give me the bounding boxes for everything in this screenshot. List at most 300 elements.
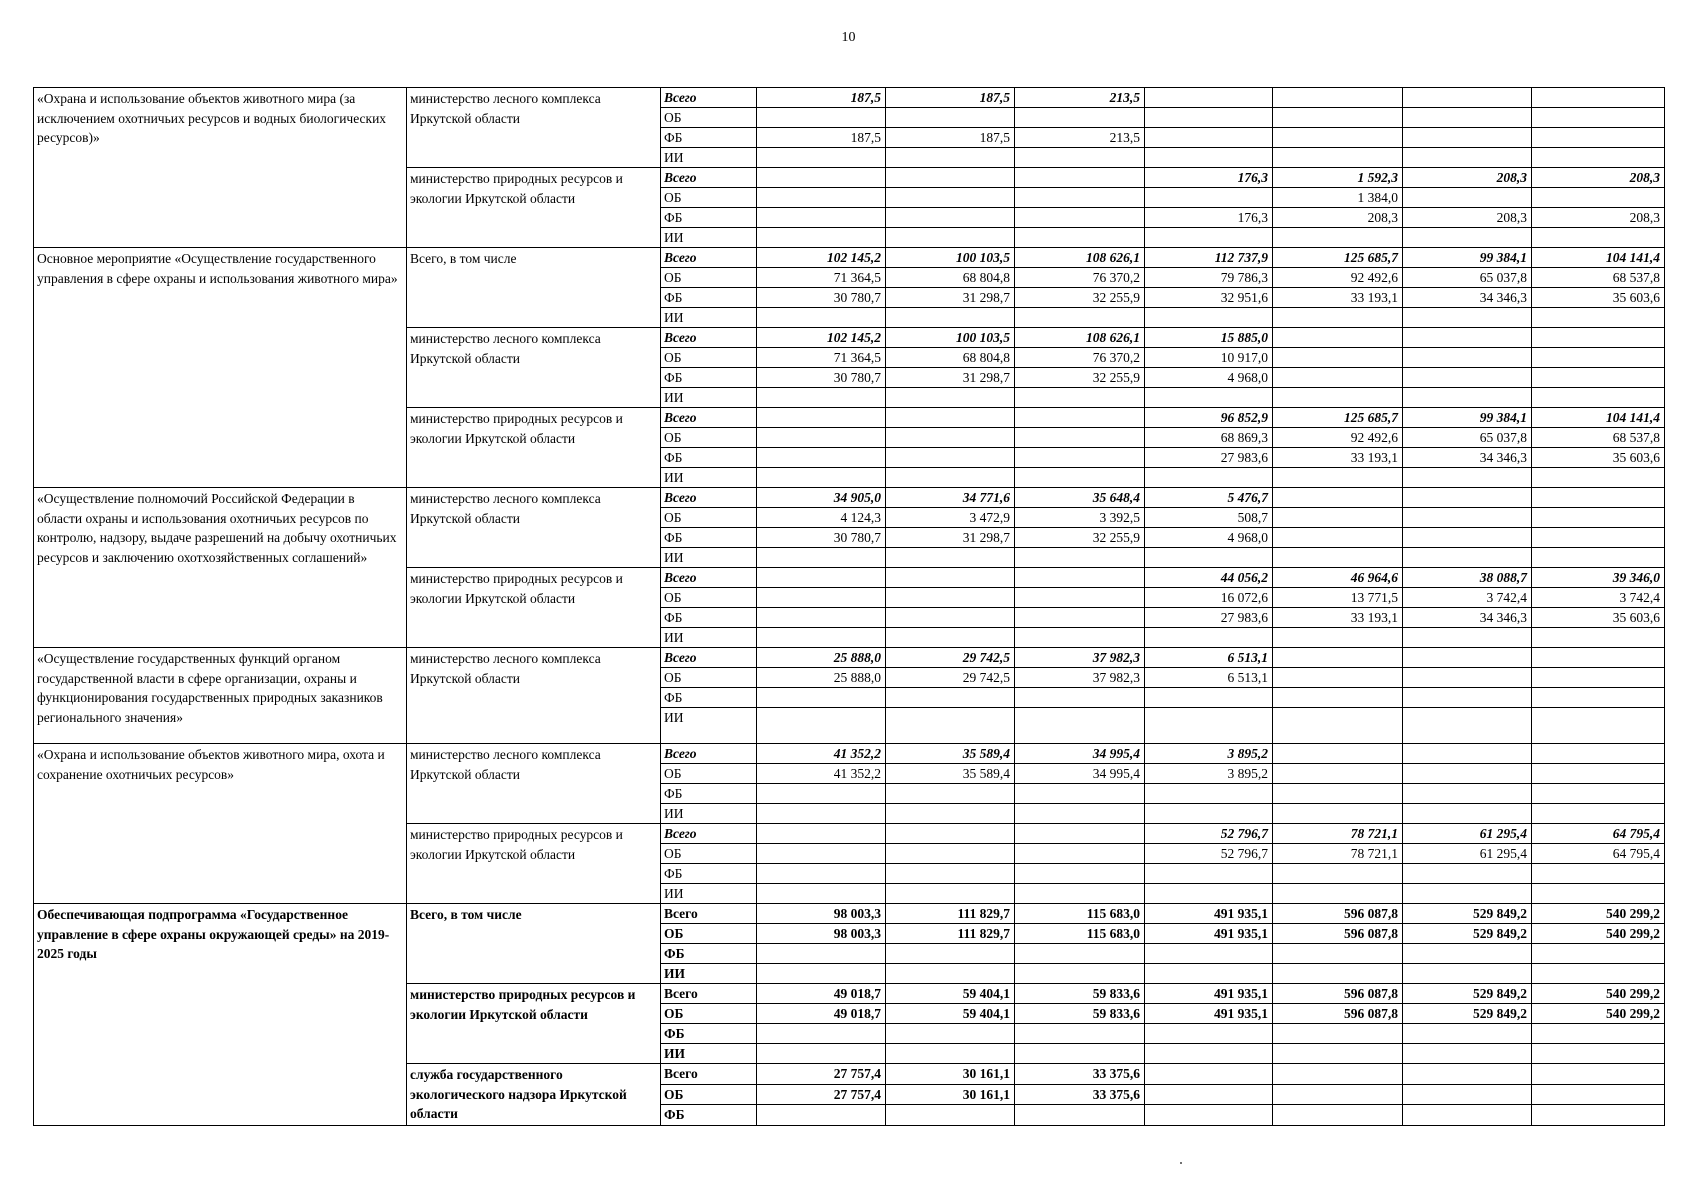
amount-cell bbox=[1145, 1044, 1273, 1064]
amount-cell bbox=[1532, 744, 1665, 764]
amount-cell bbox=[1532, 668, 1665, 688]
amount-cell: 96 852,9 bbox=[1145, 408, 1273, 428]
amount-cell bbox=[757, 884, 886, 904]
executor-name: министерство лесного комплекса Иркутской области bbox=[407, 648, 661, 744]
amount-cell bbox=[886, 688, 1015, 708]
funding-source: ФБ bbox=[661, 128, 757, 148]
amount-cell bbox=[1532, 368, 1665, 388]
amount-cell bbox=[1145, 964, 1273, 984]
amount-cell bbox=[886, 148, 1015, 168]
amount-cell bbox=[886, 548, 1015, 568]
executor-name: служба государственного экологического надзора Иркутской области bbox=[407, 1064, 661, 1126]
amount-cell bbox=[1532, 528, 1665, 548]
amount-cell: 32 255,9 bbox=[1015, 368, 1145, 388]
amount-cell: 596 087,8 bbox=[1273, 984, 1403, 1004]
amount-cell bbox=[1145, 864, 1273, 884]
amount-cell: 65 037,8 bbox=[1403, 268, 1532, 288]
amount-cell bbox=[757, 188, 886, 208]
page-number: 10 bbox=[841, 30, 856, 45]
amount-cell: 10 917,0 bbox=[1145, 348, 1273, 368]
funding-source: Всего bbox=[661, 904, 757, 924]
amount-cell: 34 905,0 bbox=[757, 488, 886, 508]
amount-cell: 108 626,1 bbox=[1015, 328, 1145, 348]
amount-cell bbox=[1015, 188, 1145, 208]
amount-cell: 35 603,6 bbox=[1532, 288, 1665, 308]
amount-cell bbox=[1403, 628, 1532, 648]
executor-name: министерство лесного комплекса Иркутской области bbox=[407, 744, 661, 824]
funding-source: Всего bbox=[661, 248, 757, 268]
funding-source: ОБ bbox=[661, 764, 757, 784]
amount-cell: 68 869,3 bbox=[1145, 428, 1273, 448]
amount-cell bbox=[1015, 964, 1145, 984]
amount-cell: 32 255,9 bbox=[1015, 528, 1145, 548]
funding-source: ОБ bbox=[661, 108, 757, 128]
amount-cell bbox=[757, 608, 886, 628]
amount-cell: 99 384,1 bbox=[1403, 248, 1532, 268]
amount-cell: 100 103,5 bbox=[886, 328, 1015, 348]
amount-cell bbox=[1015, 864, 1145, 884]
amount-cell: 596 087,8 bbox=[1273, 904, 1403, 924]
amount-cell bbox=[1273, 508, 1403, 528]
amount-cell bbox=[1532, 308, 1665, 328]
amount-cell: 208,3 bbox=[1532, 208, 1665, 228]
amount-cell bbox=[1145, 468, 1273, 488]
amount-cell: 65 037,8 bbox=[1403, 428, 1532, 448]
amount-cell bbox=[1403, 128, 1532, 148]
amount-cell bbox=[1273, 668, 1403, 688]
funding-source: ОБ bbox=[661, 348, 757, 368]
amount-cell bbox=[1273, 1064, 1403, 1085]
funding-source: ИИ bbox=[661, 628, 757, 648]
funding-source: Всего bbox=[661, 648, 757, 668]
amount-cell bbox=[1145, 1084, 1273, 1105]
amount-cell bbox=[1273, 368, 1403, 388]
amount-cell bbox=[1145, 804, 1273, 824]
amount-cell bbox=[1403, 708, 1532, 744]
amount-cell: 59 833,6 bbox=[1015, 984, 1145, 1004]
amount-cell bbox=[1403, 688, 1532, 708]
amount-cell bbox=[886, 944, 1015, 964]
amount-cell bbox=[1015, 944, 1145, 964]
amount-cell bbox=[1273, 548, 1403, 568]
executor-name: министерство природных ресурсов и экологии Иркутской области bbox=[407, 168, 661, 248]
executor-name: министерство природных ресурсов и экологии Иркутской области bbox=[407, 568, 661, 648]
amount-cell bbox=[757, 208, 886, 228]
amount-cell bbox=[1015, 468, 1145, 488]
amount-cell bbox=[757, 468, 886, 488]
funding-source: ФБ bbox=[661, 528, 757, 548]
funding-source: ФБ bbox=[661, 448, 757, 468]
amount-cell bbox=[1532, 804, 1665, 824]
amount-cell bbox=[757, 588, 886, 608]
amount-cell: 30 780,7 bbox=[757, 368, 886, 388]
amount-cell bbox=[886, 568, 1015, 588]
amount-cell bbox=[1403, 1105, 1532, 1126]
amount-cell bbox=[1273, 964, 1403, 984]
amount-cell bbox=[1015, 388, 1145, 408]
executor-name: министерство природных ресурсов и экологии Иркутской области bbox=[407, 984, 661, 1064]
amount-cell bbox=[757, 148, 886, 168]
amount-cell: 491 935,1 bbox=[1145, 924, 1273, 944]
amount-cell bbox=[757, 1024, 886, 1044]
amount-cell bbox=[1145, 784, 1273, 804]
amount-cell: 49 018,7 bbox=[757, 984, 886, 1004]
amount-cell bbox=[757, 944, 886, 964]
amount-cell bbox=[1145, 228, 1273, 248]
amount-cell: 68 804,8 bbox=[886, 268, 1015, 288]
amount-cell: 98 003,3 bbox=[757, 904, 886, 924]
amount-cell: 32 951,6 bbox=[1145, 288, 1273, 308]
amount-cell bbox=[1532, 1044, 1665, 1064]
amount-cell: 76 370,2 bbox=[1015, 348, 1145, 368]
amount-cell: 30 161,1 bbox=[886, 1064, 1015, 1085]
amount-cell bbox=[1403, 368, 1532, 388]
amount-cell bbox=[1403, 328, 1532, 348]
amount-cell: 92 492,6 bbox=[1273, 428, 1403, 448]
amount-cell: 6 513,1 bbox=[1145, 648, 1273, 668]
amount-cell bbox=[886, 1024, 1015, 1044]
amount-cell bbox=[1273, 108, 1403, 128]
amount-cell bbox=[1145, 548, 1273, 568]
amount-cell bbox=[886, 408, 1015, 428]
amount-cell bbox=[886, 708, 1015, 744]
amount-cell bbox=[886, 308, 1015, 328]
amount-cell: 64 795,4 bbox=[1532, 824, 1665, 844]
amount-cell: 104 141,4 bbox=[1532, 248, 1665, 268]
amount-cell bbox=[1403, 488, 1532, 508]
table-row bbox=[34, 904, 1665, 924]
amount-cell bbox=[1403, 964, 1532, 984]
table-row bbox=[34, 88, 1665, 108]
amount-cell: 31 298,7 bbox=[886, 288, 1015, 308]
amount-cell: 3 742,4 bbox=[1403, 588, 1532, 608]
amount-cell: 108 626,1 bbox=[1015, 248, 1145, 268]
funding-source: Всего bbox=[661, 88, 757, 108]
amount-cell: 27 757,4 bbox=[757, 1064, 886, 1085]
amount-cell bbox=[1145, 944, 1273, 964]
amount-cell bbox=[1532, 964, 1665, 984]
amount-cell bbox=[1403, 148, 1532, 168]
amount-cell: 68 537,8 bbox=[1532, 268, 1665, 288]
amount-cell: 29 742,5 bbox=[886, 648, 1015, 668]
amount-cell: 76 370,2 bbox=[1015, 268, 1145, 288]
amount-cell: 176,3 bbox=[1145, 168, 1273, 188]
scan-dot bbox=[1180, 1162, 1182, 1164]
amount-cell: 115 683,0 bbox=[1015, 924, 1145, 944]
table-row bbox=[34, 744, 1665, 764]
amount-cell bbox=[1273, 1024, 1403, 1044]
amount-cell bbox=[886, 188, 1015, 208]
amount-cell: 35 648,4 bbox=[1015, 488, 1145, 508]
amount-cell bbox=[1273, 1044, 1403, 1064]
amount-cell bbox=[1273, 688, 1403, 708]
amount-cell: 208,3 bbox=[1273, 208, 1403, 228]
amount-cell: 529 849,2 bbox=[1403, 1004, 1532, 1024]
amount-cell: 71 364,5 bbox=[757, 268, 886, 288]
amount-cell: 491 935,1 bbox=[1145, 984, 1273, 1004]
amount-cell bbox=[757, 228, 886, 248]
amount-cell bbox=[1273, 1084, 1403, 1105]
amount-cell bbox=[1273, 348, 1403, 368]
amount-cell bbox=[1403, 884, 1532, 904]
amount-cell: 32 255,9 bbox=[1015, 288, 1145, 308]
amount-cell bbox=[1015, 688, 1145, 708]
amount-cell bbox=[1532, 1084, 1665, 1105]
executor-name: Всего, в том числе bbox=[407, 248, 661, 328]
amount-cell: 30 780,7 bbox=[757, 528, 886, 548]
amount-cell: 111 829,7 bbox=[886, 924, 1015, 944]
amount-cell bbox=[1273, 388, 1403, 408]
amount-cell bbox=[1403, 944, 1532, 964]
funding-source: Всего bbox=[661, 744, 757, 764]
amount-cell bbox=[886, 864, 1015, 884]
funding-source: ОБ bbox=[661, 588, 757, 608]
amount-cell bbox=[1403, 764, 1532, 784]
amount-cell bbox=[1273, 804, 1403, 824]
funding-source: ФБ bbox=[661, 1105, 757, 1126]
amount-cell bbox=[1532, 348, 1665, 368]
amount-cell bbox=[1273, 944, 1403, 964]
amount-cell bbox=[886, 388, 1015, 408]
funding-source: ОБ bbox=[661, 1084, 757, 1105]
amount-cell bbox=[1532, 488, 1665, 508]
amount-cell: 99 384,1 bbox=[1403, 408, 1532, 428]
amount-cell: 187,5 bbox=[757, 88, 886, 108]
amount-cell bbox=[757, 568, 886, 588]
amount-cell bbox=[1145, 884, 1273, 904]
amount-cell: 540 299,2 bbox=[1532, 904, 1665, 924]
amount-cell bbox=[886, 804, 1015, 824]
amount-cell: 38 088,7 bbox=[1403, 568, 1532, 588]
amount-cell: 208,3 bbox=[1403, 208, 1532, 228]
amount-cell bbox=[1015, 628, 1145, 648]
amount-cell bbox=[757, 844, 886, 864]
amount-cell: 104 141,4 bbox=[1532, 408, 1665, 428]
amount-cell: 34 346,3 bbox=[1403, 288, 1532, 308]
amount-cell bbox=[1145, 88, 1273, 108]
amount-cell bbox=[757, 864, 886, 884]
funding-source: ФБ bbox=[661, 944, 757, 964]
amount-cell: 1 384,0 bbox=[1273, 188, 1403, 208]
amount-cell bbox=[1532, 188, 1665, 208]
amount-cell bbox=[1145, 708, 1273, 744]
amount-cell bbox=[886, 608, 1015, 628]
amount-cell bbox=[1403, 784, 1532, 804]
amount-cell: 208,3 bbox=[1403, 168, 1532, 188]
amount-cell: 100 103,5 bbox=[886, 248, 1015, 268]
amount-cell bbox=[1015, 1105, 1145, 1126]
amount-cell bbox=[1532, 108, 1665, 128]
funding-source: ФБ bbox=[661, 688, 757, 708]
funding-source: ОБ bbox=[661, 188, 757, 208]
amount-cell bbox=[1273, 708, 1403, 744]
amount-cell bbox=[1015, 708, 1145, 744]
funding-source: ФБ bbox=[661, 208, 757, 228]
amount-cell bbox=[1403, 648, 1532, 668]
amount-cell: 16 072,6 bbox=[1145, 588, 1273, 608]
amount-cell bbox=[886, 208, 1015, 228]
amount-cell bbox=[1532, 388, 1665, 408]
amount-cell bbox=[757, 784, 886, 804]
funding-source: ИИ bbox=[661, 708, 757, 744]
amount-cell: 61 295,4 bbox=[1403, 824, 1532, 844]
amount-cell bbox=[1403, 548, 1532, 568]
amount-cell: 34 995,4 bbox=[1015, 744, 1145, 764]
amount-cell bbox=[1273, 648, 1403, 668]
amount-cell bbox=[1532, 784, 1665, 804]
funding-source: Всего bbox=[661, 568, 757, 588]
amount-cell: 52 796,7 bbox=[1145, 824, 1273, 844]
amount-cell bbox=[1403, 668, 1532, 688]
amount-cell bbox=[1145, 1105, 1273, 1126]
amount-cell bbox=[1015, 168, 1145, 188]
amount-cell: 49 018,7 bbox=[757, 1004, 886, 1024]
budget-table bbox=[33, 87, 1665, 1126]
amount-cell bbox=[1403, 1024, 1532, 1044]
amount-cell bbox=[757, 688, 886, 708]
amount-cell: 187,5 bbox=[886, 88, 1015, 108]
amount-cell: 52 796,7 bbox=[1145, 844, 1273, 864]
amount-cell bbox=[1403, 108, 1532, 128]
amount-cell: 125 685,7 bbox=[1273, 248, 1403, 268]
amount-cell bbox=[1532, 864, 1665, 884]
amount-cell: 64 795,4 bbox=[1532, 844, 1665, 864]
amount-cell: 59 833,6 bbox=[1015, 1004, 1145, 1024]
amount-cell: 61 295,4 bbox=[1403, 844, 1532, 864]
funding-source: Всего bbox=[661, 1064, 757, 1085]
amount-cell bbox=[1403, 508, 1532, 528]
funding-source: ИИ bbox=[661, 308, 757, 328]
amount-cell: 35 589,4 bbox=[886, 764, 1015, 784]
amount-cell: 25 888,0 bbox=[757, 668, 886, 688]
amount-cell bbox=[1273, 88, 1403, 108]
amount-cell bbox=[1403, 744, 1532, 764]
amount-cell bbox=[886, 884, 1015, 904]
amount-cell bbox=[886, 844, 1015, 864]
amount-cell: 491 935,1 bbox=[1145, 904, 1273, 924]
amount-cell bbox=[1273, 468, 1403, 488]
amount-cell: 78 721,1 bbox=[1273, 844, 1403, 864]
amount-cell bbox=[757, 1044, 886, 1064]
amount-cell: 176,3 bbox=[1145, 208, 1273, 228]
amount-cell bbox=[1015, 428, 1145, 448]
amount-cell bbox=[1403, 1064, 1532, 1085]
amount-cell bbox=[886, 628, 1015, 648]
amount-cell: 35 603,6 bbox=[1532, 608, 1665, 628]
amount-cell bbox=[886, 108, 1015, 128]
amount-cell bbox=[886, 964, 1015, 984]
amount-cell bbox=[1273, 488, 1403, 508]
amount-cell bbox=[886, 784, 1015, 804]
activity-description: Основное мероприятие «Осуществление государственного управления в сфере охраны и использования животного мира» bbox=[34, 248, 407, 488]
amount-cell: 34 346,3 bbox=[1403, 448, 1532, 468]
table-row bbox=[34, 648, 1665, 668]
amount-cell: 187,5 bbox=[886, 128, 1015, 148]
amount-cell bbox=[1532, 508, 1665, 528]
amount-cell bbox=[1403, 348, 1532, 368]
amount-cell: 25 888,0 bbox=[757, 648, 886, 668]
amount-cell bbox=[1015, 548, 1145, 568]
amount-cell: 27 983,6 bbox=[1145, 448, 1273, 468]
funding-source: ОБ bbox=[661, 1004, 757, 1024]
amount-cell bbox=[1273, 228, 1403, 248]
activity-description: «Осуществление полномочий Российской Федерации в области охраны и использования охотничьих ресурсов по контролю, надзору, выдаче разрешений на добычу охотничьих ресурсов и заключению охотхозяйственных соглашений» bbox=[34, 488, 407, 648]
amount-cell: 68 537,8 bbox=[1532, 428, 1665, 448]
amount-cell: 213,5 bbox=[1015, 128, 1145, 148]
amount-cell bbox=[1145, 1064, 1273, 1085]
amount-cell bbox=[1273, 764, 1403, 784]
amount-cell: 34 771,6 bbox=[886, 488, 1015, 508]
activity-description: «Охрана и использование объектов животного мира (за исключением охотничьих ресурсов и водных биологических ресурсов)» bbox=[34, 88, 407, 248]
table-row bbox=[34, 248, 1665, 268]
funding-source: ОБ bbox=[661, 268, 757, 288]
amount-cell bbox=[886, 168, 1015, 188]
amount-cell bbox=[1532, 548, 1665, 568]
amount-cell bbox=[1532, 328, 1665, 348]
amount-cell: 3 895,2 bbox=[1145, 744, 1273, 764]
amount-cell bbox=[1403, 468, 1532, 488]
amount-cell: 37 982,3 bbox=[1015, 648, 1145, 668]
amount-cell: 59 404,1 bbox=[886, 1004, 1015, 1024]
amount-cell: 3 472,9 bbox=[886, 508, 1015, 528]
amount-cell bbox=[1403, 188, 1532, 208]
amount-cell bbox=[1145, 108, 1273, 128]
funding-source: ОБ bbox=[661, 428, 757, 448]
amount-cell: 529 849,2 bbox=[1403, 924, 1532, 944]
amount-cell bbox=[1273, 884, 1403, 904]
amount-cell: 3 895,2 bbox=[1145, 764, 1273, 784]
amount-cell bbox=[1403, 88, 1532, 108]
amount-cell: 33 375,6 bbox=[1015, 1084, 1145, 1105]
amount-cell: 27 757,4 bbox=[757, 1084, 886, 1105]
amount-cell: 3 742,4 bbox=[1532, 588, 1665, 608]
activity-description: «Охрана и использование объектов животного мира, охота и сохранение охотничьих ресурсов» bbox=[34, 744, 407, 904]
amount-cell bbox=[1403, 228, 1532, 248]
funding-source: Всего bbox=[661, 984, 757, 1004]
table-row bbox=[34, 488, 1665, 508]
amount-cell bbox=[1015, 844, 1145, 864]
amount-cell bbox=[1145, 128, 1273, 148]
amount-cell bbox=[1015, 108, 1145, 128]
funding-source: Всего bbox=[661, 408, 757, 428]
funding-source: Всего bbox=[661, 168, 757, 188]
amount-cell bbox=[1015, 784, 1145, 804]
amount-cell bbox=[1532, 88, 1665, 108]
funding-source: ОБ bbox=[661, 844, 757, 864]
amount-cell: 46 964,6 bbox=[1273, 568, 1403, 588]
amount-cell: 4 968,0 bbox=[1145, 368, 1273, 388]
amount-cell bbox=[1015, 884, 1145, 904]
amount-cell bbox=[886, 228, 1015, 248]
funding-source: ФБ bbox=[661, 288, 757, 308]
amount-cell bbox=[886, 588, 1015, 608]
amount-cell: 540 299,2 bbox=[1532, 984, 1665, 1004]
funding-source: ИИ bbox=[661, 1044, 757, 1064]
amount-cell bbox=[1403, 864, 1532, 884]
funding-source: ОБ bbox=[661, 924, 757, 944]
amount-cell bbox=[886, 1044, 1015, 1064]
amount-cell: 213,5 bbox=[1015, 88, 1145, 108]
amount-cell: 13 771,5 bbox=[1273, 588, 1403, 608]
amount-cell bbox=[1015, 608, 1145, 628]
amount-cell: 92 492,6 bbox=[1273, 268, 1403, 288]
amount-cell: 71 364,5 bbox=[757, 348, 886, 368]
executor-name: Всего, в том числе bbox=[407, 904, 661, 984]
amount-cell: 34 346,3 bbox=[1403, 608, 1532, 628]
amount-cell bbox=[1273, 528, 1403, 548]
amount-cell bbox=[1403, 1044, 1532, 1064]
funding-source: ФБ bbox=[661, 864, 757, 884]
